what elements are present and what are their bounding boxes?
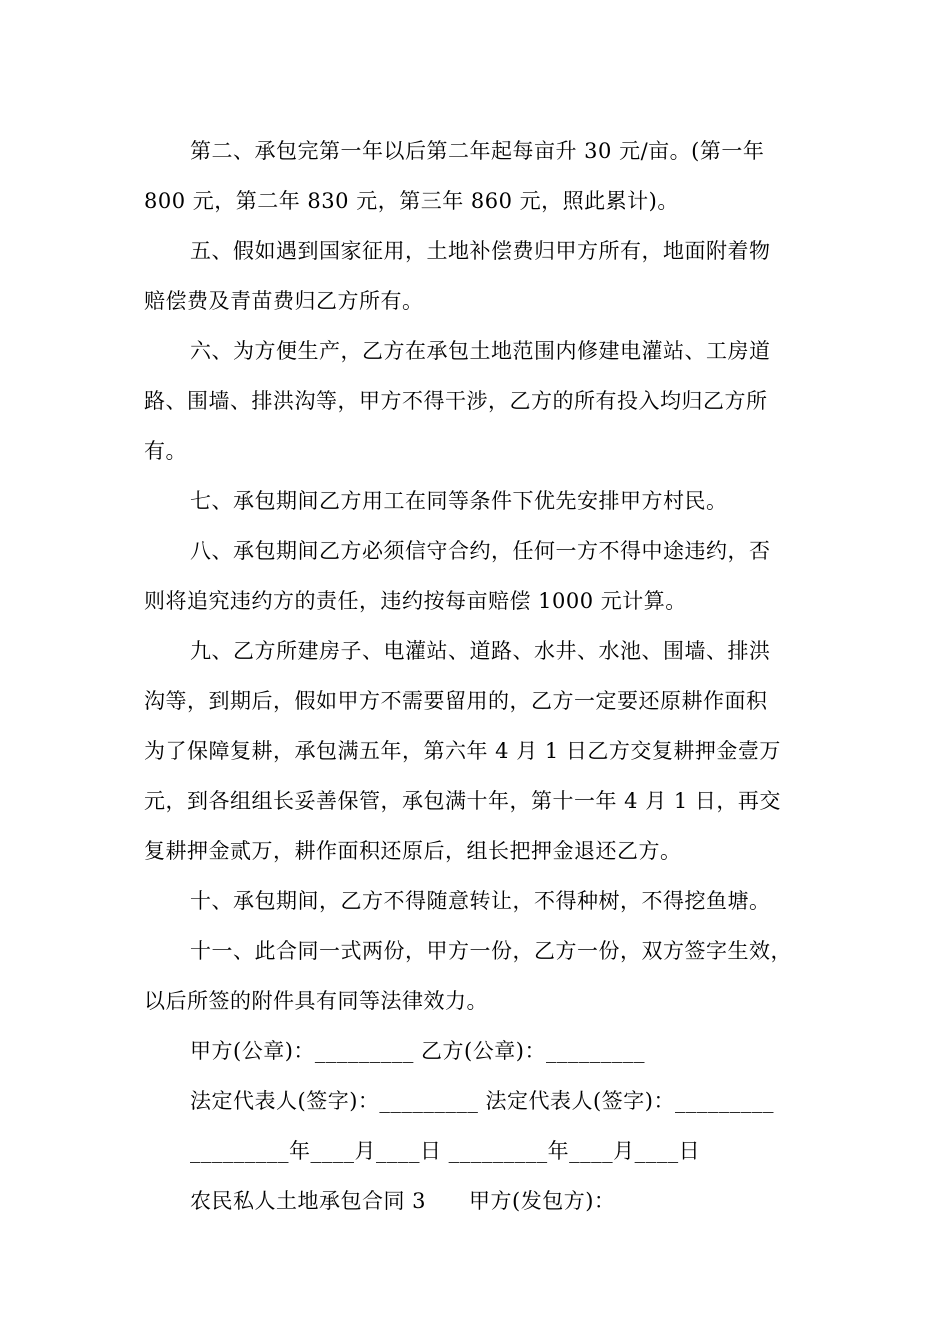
paragraph-line: 六、为方便生产，乙方在承包土地范围内修建电灌站、工房道 bbox=[190, 339, 771, 363]
paragraph-line: 复耕押金贰万，耕作面积还原后，组长把押金退还乙方。 bbox=[144, 839, 682, 863]
paragraph-line: 则将追究违约方的责任，违约按每亩赔偿 1000 元计算。 bbox=[144, 589, 687, 613]
signature-line-seals: 甲方(公章)：_________ 乙方(公章)：_________ bbox=[190, 1039, 645, 1063]
signature-line-dates: _________年____月____日 _________年____月____日 bbox=[190, 1139, 701, 1163]
paragraph-line: 沟等，到期后，假如甲方不需要留用的，乙方一定要还原耕作面积 bbox=[144, 689, 768, 713]
paragraph-line: 元，到各组组长妥善保管，承包满十年，第十一年 4 月 1 日，再交 bbox=[144, 789, 781, 813]
paragraph-line: 十、承包期间，乙方不得随意转让，不得种树，不得挖鱼塘。 bbox=[190, 889, 771, 913]
paragraph-line: 以后所签的附件具有同等法律效力。 bbox=[144, 989, 488, 1013]
paragraph-line: 路、围墙、排洪沟等，甲方不得干涉，乙方的所有投入均归乙方所 bbox=[144, 389, 768, 413]
paragraph-line: 为了保障复耕，承包满五年，第六年 4 月 1 日乙方交复耕押金壹万 bbox=[144, 739, 781, 763]
paragraph-line: 十一、此合同一式两份，甲方一份，乙方一份，双方签字生效， bbox=[190, 939, 792, 963]
signature-line-representatives: 法定代表人(签字)：_________ 法定代表人(签字)：_________ bbox=[190, 1089, 774, 1113]
paragraph-line: 第二、承包完第一年以后第二年起每亩升 30 元/亩。(第一年 bbox=[190, 139, 765, 163]
paragraph-line: 九、乙方所建房子、电灌站、道路、水井、水池、围墙、排洪 bbox=[190, 639, 771, 663]
paragraph-line: 五、假如遇到国家征用，土地补偿费归甲方所有，地面附着物 bbox=[190, 239, 771, 263]
paragraph-line: 有。 bbox=[144, 439, 187, 463]
next-contract-heading: 农民私人土地承包合同 3 甲方(发包方)： bbox=[190, 1189, 616, 1213]
paragraph-line: 七、承包期间乙方用工在同等条件下优先安排甲方村民。 bbox=[190, 489, 728, 513]
paragraph-line: 800 元，第二年 830 元，第三年 860 元，照此累计)。 bbox=[144, 189, 679, 213]
paragraph-line: 赔偿费及青苗费归乙方所有。 bbox=[144, 289, 424, 313]
paragraph-line: 八、承包期间乙方必须信守合约，任何一方不得中途违约，否 bbox=[190, 539, 771, 563]
